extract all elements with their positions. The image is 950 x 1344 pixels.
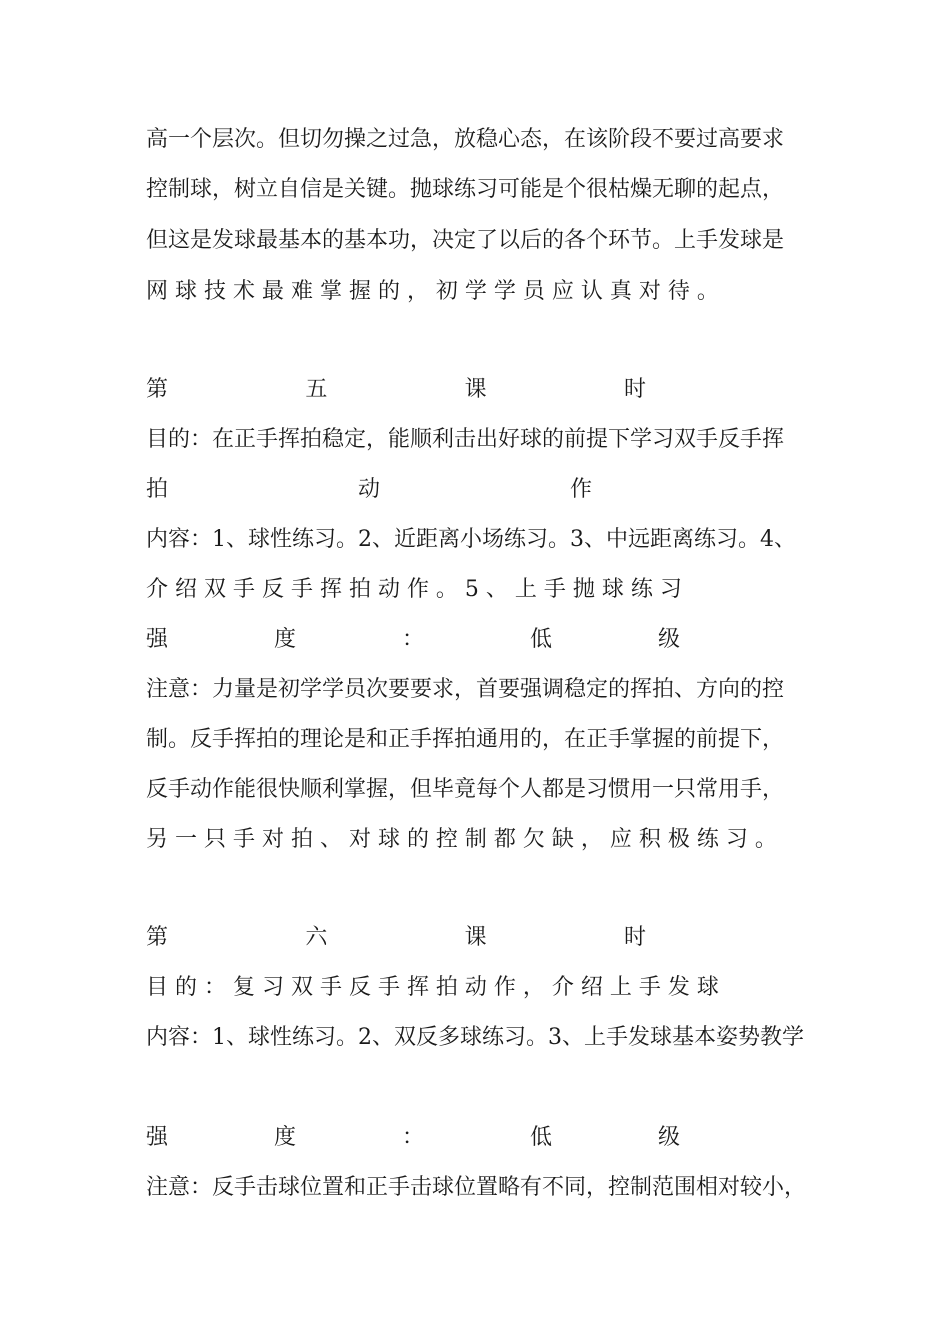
heading-char: 课 — [464, 925, 487, 950]
lesson-6-intensity — [146, 1122, 680, 1154]
lesson-6-purpose: 目 的 ： 复 习 双 手 反 手 挥 拍 动 作 ， 介 绍 上 手 发 球 — [146, 975, 719, 1000]
lesson-6-heading — [146, 922, 646, 954]
purpose-char: 动 — [357, 477, 380, 502]
heading-char: 第 — [146, 925, 169, 950]
purpose-char: 拍 — [146, 477, 169, 502]
paragraph-line: 高一个层次。但切勿操之过急，放稳心态，在该阶段不要过高要求 — [146, 127, 785, 152]
heading-char: 第 — [146, 377, 169, 402]
lesson-5-purpose-continued — [146, 474, 592, 506]
lesson-5-note: 反手动作能很快顺利掌握，但毕竟每个人都是习惯用一只常用手， — [146, 777, 785, 802]
lesson-5-content: 内容：1、球性练习。2、近距离小场练习。3、中远距离练习。4、 — [146, 527, 796, 552]
lesson-5-purpose: 目的：在正手挥拍稳定，能顺利击出好球的前提下学习双手反手挥 — [146, 427, 785, 452]
paragraph-line: 控制球，树立自信是关键。抛球练习可能是个很枯燥无聊的起点， — [146, 177, 785, 202]
lesson-5-intensity — [146, 624, 680, 656]
lesson-6-content: 内容：1、球性练习。2、双反多球练习。3、上手发球基本姿势教学 — [146, 1025, 804, 1050]
intensity-char: 级 — [657, 1125, 680, 1150]
heading-char: 六 — [305, 925, 328, 950]
heading-char: 时 — [623, 925, 646, 950]
lesson-5-note: 注意：力量是初学学员次要要求，首要强调稳定的挥拍、方向的控 — [146, 677, 785, 702]
intensity-char: 级 — [657, 627, 680, 652]
intensity-char: 低 — [529, 627, 552, 652]
purpose-char: 作 — [569, 477, 592, 502]
lesson-5-note: 制。反手挥拍的理论是和正手挥拍通用的，在正手掌握的前提下， — [146, 727, 785, 752]
lesson-5-heading — [146, 374, 646, 406]
heading-char: 课 — [464, 377, 487, 402]
intensity-char: 度 — [273, 627, 296, 652]
lesson-5-note: 另 一 只 手 对 拍 、 对 球 的 控 制 都 欠 缺 ， 应 积 极 练 习 。 — [146, 827, 777, 852]
paragraph-line: 网 球 技 术 最 难 掌 握 的 ， 初 学 学 员 应 认 真 对 待 。 — [146, 279, 719, 304]
intensity-char: 强 — [146, 1125, 169, 1150]
heading-char: 五 — [305, 377, 328, 402]
intensity-char: 度 — [273, 1125, 296, 1150]
intensity-char: 强 — [146, 627, 169, 652]
lesson-5-content-continued: 介 绍 双 手 反 手 挥 拍 动 作 。 5 、 上 手 抛 球 练 习 — [146, 577, 682, 602]
lesson-6-note: 注意：反手击球位置和正手击球位置略有不同，控制范围相对较小， — [146, 1175, 807, 1200]
intensity-char: ： — [401, 627, 424, 652]
heading-char: 时 — [623, 377, 646, 402]
paragraph-line: 但这是发球最基本的基本功，决定了以后的各个环节。上手发球是 — [146, 228, 785, 253]
intensity-char: ： — [401, 1125, 424, 1150]
intensity-char: 低 — [529, 1125, 552, 1150]
